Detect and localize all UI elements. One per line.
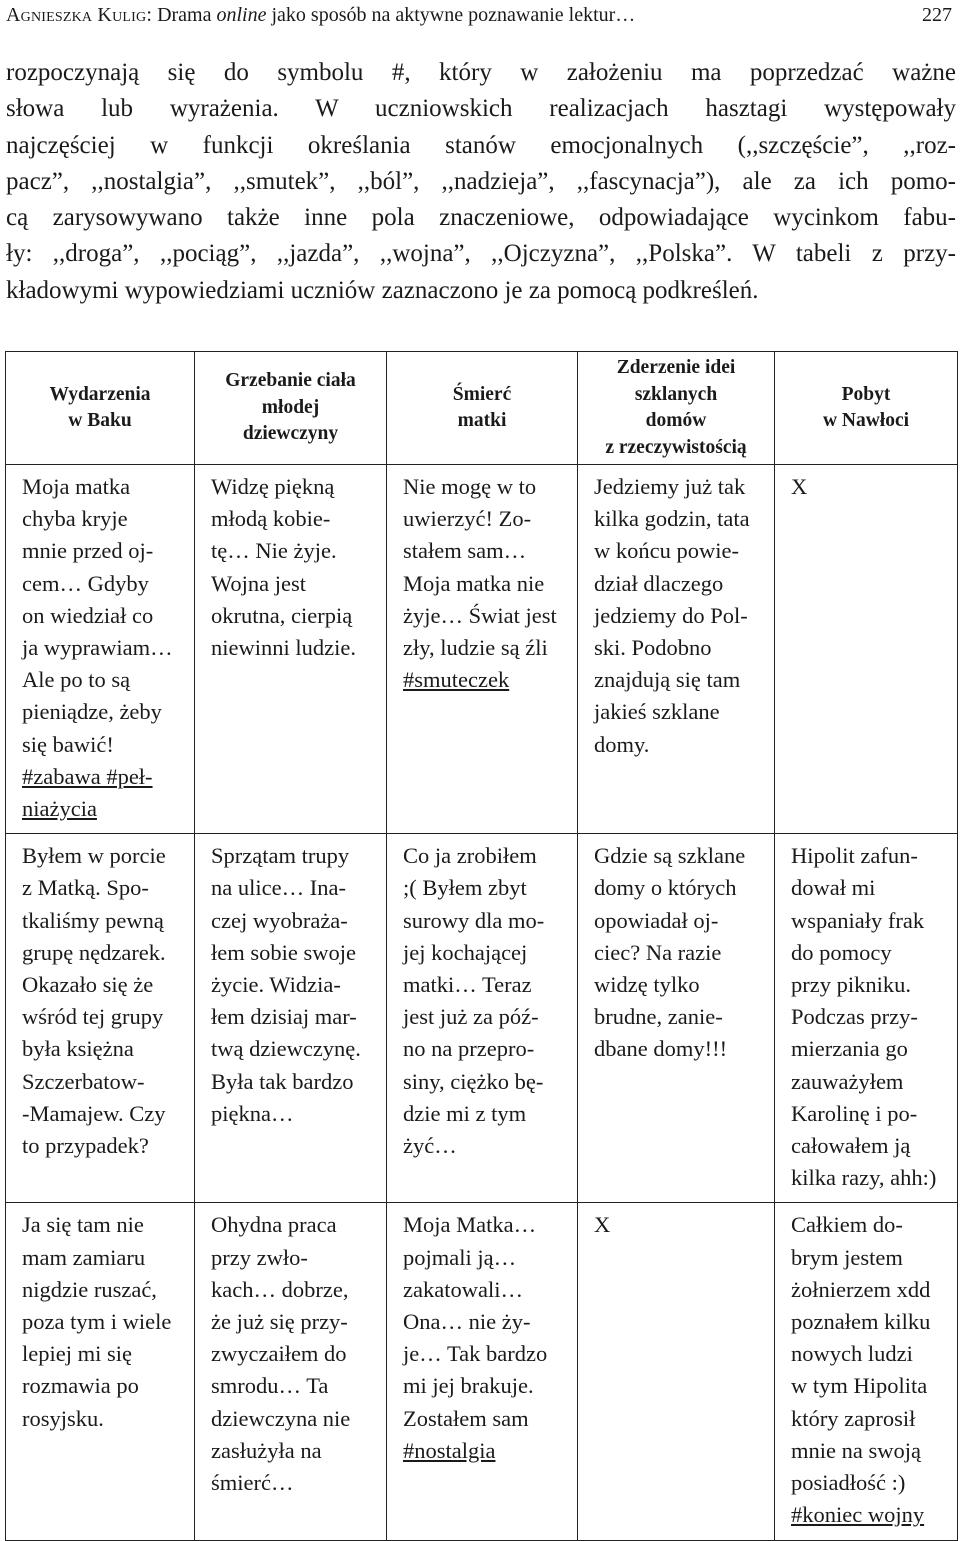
cell-line: opowiadał oj-: [594, 907, 719, 933]
cell-line: smrodu… Ta: [211, 1373, 329, 1399]
cell-line: X: [594, 1212, 611, 1238]
cell-line: kilka godzin, tata: [594, 506, 750, 532]
cell-line: życie. Widzia-: [211, 972, 341, 998]
cell-line: Hipolit zafun-: [791, 843, 918, 869]
paragraph-line: pacz”, ,,nostalgia”, ,,smutek”, ,,ból”, ,,nadzieja”, ,,fascynacja”), ale za ich pomo-: [6, 167, 956, 195]
cell-line: wśród tej grupy: [22, 1004, 164, 1030]
header-cell-wydarzenia-w-baku: [6, 352, 195, 465]
cell-line: Nie mogę w to: [403, 474, 537, 499]
cell-line: nowych ludzi: [791, 1341, 913, 1367]
cell-line: posiadłość :): [791, 1470, 906, 1496]
header-line: Pobyt: [841, 383, 891, 405]
cell-line: zły, ludzie są źli: [403, 635, 548, 661]
cell-line: poznałem kilku: [791, 1309, 931, 1335]
cell-line: jest już za póź-: [403, 1004, 539, 1030]
header-cell-smierc-matki: [387, 352, 578, 465]
cell-line: X: [791, 474, 808, 499]
cell-line: Moja matka: [22, 474, 131, 499]
paragraph-line: najczęściej w funkcji określania stanów emocjonalnych (,,szczęście”, ,,roz-: [6, 131, 956, 159]
cell-line: Gdzie są szklane: [594, 843, 746, 869]
header-line: Wydarzenia: [49, 383, 151, 405]
cell-line: tkaliśmy pewną: [22, 907, 164, 933]
cell-line: Ale po to są: [22, 667, 131, 693]
cell-line: jej kochającej: [403, 939, 528, 965]
cell-line: dział dlaczego: [594, 570, 724, 596]
cell-line: to przypadek?: [22, 1133, 149, 1159]
cell-line: surowy dla mo-: [403, 907, 545, 933]
table-cell: [775, 1203, 958, 1540]
cell-line: stałem sam…: [403, 538, 527, 564]
table-cell: [387, 1203, 578, 1540]
cell-line: Ja się tam nie: [22, 1212, 144, 1238]
cell-line: ciec? Na razie: [594, 939, 722, 965]
cell-line: śmierć…: [211, 1470, 294, 1496]
cell-line: #zabawa #peł-: [22, 763, 153, 789]
table-cell: [775, 465, 958, 834]
cell-line: łem dzisiaj mar-: [211, 1004, 357, 1030]
cell-line: Wojna jest: [211, 570, 307, 596]
cell-line: jakieś szklane: [594, 699, 720, 725]
cell-line: zauważyłem: [791, 1068, 904, 1094]
cell-line: rosyjsku.: [22, 1405, 104, 1431]
cell-line: kilka razy, ahh:): [791, 1165, 937, 1191]
cell-line: #smuteczek: [403, 667, 510, 693]
cell-line: ski. Podobno: [594, 635, 712, 661]
table-cell: [6, 834, 195, 1203]
cell-line: Była tak bardzo: [211, 1068, 354, 1094]
cell-line: niewinni ludzie.: [211, 635, 356, 661]
cell-line: łem sobie swoje: [211, 939, 356, 965]
cell-line: twą dziewczynę.: [211, 1036, 361, 1062]
cell-line: przy zwło-: [211, 1244, 308, 1270]
cell-line: nigdzie ruszać,: [22, 1276, 157, 1302]
cell-line: matki… Teraz: [403, 972, 532, 998]
cell-line: brym jestem: [791, 1244, 903, 1270]
header-cell-zderzenie-idei: [578, 352, 775, 465]
cell-line: Ona… nie ży-: [403, 1309, 531, 1335]
running-header: [6, 4, 952, 32]
table-row: [6, 1203, 958, 1540]
cell-line: żyć…: [403, 1133, 457, 1159]
header-line: w Baku: [68, 410, 132, 431]
cell-line: na ulice… Ina-: [211, 875, 346, 901]
cell-line: mierzania go: [791, 1036, 908, 1062]
cell-line: dziewczyna nie: [211, 1405, 351, 1431]
cell-line: tę… Nie żyje.: [211, 538, 337, 564]
cell-line: grupę nędzarek.: [22, 939, 166, 965]
paragraph-line: rozpoczynają się do symbolu #, który w założeniu ma poprzedzać ważne: [6, 59, 956, 86]
body-paragraph: [6, 55, 956, 309]
paragraph-line: cą zarysowywano także inne pola znaczeniowe, odpowiadające wycinkom fabu-: [6, 204, 956, 232]
cell-line: #nostalgia: [403, 1437, 496, 1463]
cell-line: pieniądze, żeby: [22, 699, 162, 725]
paragraph-line: kładowymi wypowiedziami uczniów zaznaczono je za pomocą podkreśleń.: [6, 276, 759, 304]
cell-line: Okazało się że: [22, 972, 154, 998]
cell-line: brudne, zanie-: [594, 1004, 723, 1030]
table-cell: [775, 834, 958, 1203]
cell-line: który zaprosił: [791, 1405, 916, 1431]
cell-line: mnie przed oj-: [22, 538, 154, 564]
header-line: młodej: [261, 396, 320, 418]
cell-line: się bawić!: [22, 731, 114, 757]
paragraph-line: ły: ,,droga”, ,,pociąg”, ,,jazda”, ,,wojna”, ,,Ojczyzna”, ,,Polska”. W tabeli z przy-: [6, 240, 956, 268]
cell-line: żołnierzem xdd: [791, 1276, 931, 1302]
header-title-part1: Drama: [152, 4, 217, 26]
header-title-part2: jako sposób na aktywne poznawanie lektur…: [266, 4, 636, 26]
cell-line: wspaniały frak: [791, 907, 925, 933]
table-cell: [195, 1203, 387, 1540]
table-cell: [195, 834, 387, 1203]
table-cell: [195, 465, 387, 834]
cell-line: rozmawia po: [22, 1373, 139, 1399]
header-line: matki: [457, 410, 507, 431]
cell-line: Zostałem sam: [403, 1405, 529, 1431]
cell-line: siny, ciężko bę-: [403, 1068, 544, 1094]
table-cell: [387, 465, 578, 834]
cell-line: Ohydna praca: [211, 1212, 337, 1238]
cell-line: pojmali ją…: [403, 1244, 517, 1270]
cell-line: -Mamajew. Czy: [22, 1100, 166, 1126]
cell-line: lepiej mi się: [22, 1341, 132, 1367]
cell-line: zwyczaiłem do: [211, 1341, 347, 1367]
cell-line: Całkiem do-: [791, 1212, 903, 1238]
table-body: [6, 465, 958, 1541]
cell-line: dzie mi z tym: [403, 1100, 527, 1126]
header-cell-pobyt-w-nawloci: [775, 352, 958, 465]
cell-line: że już się przy-: [211, 1309, 348, 1335]
cell-line: no na przepro-: [403, 1036, 535, 1062]
page-number: 227: [922, 4, 952, 26]
header-title-online: online: [216, 4, 267, 26]
cell-line: Byłem w porcie: [22, 843, 166, 869]
cell-line: w końcu powie-: [594, 538, 739, 564]
cell-line: kach… dobrze,: [211, 1276, 349, 1302]
table-cell: [578, 834, 775, 1203]
cell-line: ja wyprawiam…: [22, 635, 173, 661]
header-cell-grzebanie-ciala: [195, 352, 387, 465]
cell-line: jedziemy do Pol-: [594, 602, 748, 628]
header-line: Zderzenie idei: [616, 357, 736, 378]
student-responses-table: [5, 351, 958, 1541]
header-line: z rzeczywistością: [605, 436, 747, 458]
cell-line: uwierzyć! Zo-: [403, 506, 532, 532]
cell-line: domy.: [594, 731, 650, 757]
cell-line: domy o których: [594, 875, 737, 901]
cell-line: Moja matka nie: [403, 570, 545, 596]
cell-line: je… Tak bardzo: [403, 1341, 548, 1367]
cell-line: Co ja zrobiłem: [403, 843, 537, 869]
cell-line: Szczerbatow-: [22, 1068, 145, 1094]
cell-line: okrutna, cierpią: [211, 602, 353, 628]
header-line: Grzebanie ciała: [225, 370, 356, 392]
table-row: [6, 465, 958, 834]
cell-line: do pomocy: [791, 939, 892, 965]
table-cell: [578, 1203, 775, 1540]
paragraph-line: słowa lub wyrażenia. W uczniowskich realizacjach hasztagi występowały: [6, 95, 956, 123]
table-header-row: [6, 352, 958, 465]
cell-line: ;( Byłem zbyt: [403, 875, 527, 901]
cell-line: przy pikniku.: [791, 972, 911, 998]
cell-line: w tym Hipolita: [791, 1373, 928, 1399]
cell-line: Moja Matka…: [403, 1212, 537, 1238]
cell-line: on wiedział co: [22, 602, 154, 628]
cell-line: dował mi: [791, 875, 876, 901]
cell-line: widzę tylko: [594, 972, 700, 998]
cell-line: niażycia: [22, 796, 97, 822]
cell-line: #koniec wojny: [791, 1502, 925, 1528]
table-cell: [578, 465, 775, 834]
cell-line: Widzę piękną: [211, 474, 335, 499]
cell-line: Karolinę i po-: [791, 1100, 918, 1126]
table-cell: [6, 465, 195, 834]
table-cell: [6, 1203, 195, 1540]
cell-line: mnie na swoją: [791, 1437, 921, 1463]
cell-line: cem… Gdyby: [22, 570, 149, 596]
cell-line: mi jej brakuje.: [403, 1373, 534, 1399]
cell-line: poza tym i wiele: [22, 1309, 172, 1335]
cell-line: Podczas przy-: [791, 1004, 918, 1030]
cell-line: Jedziemy już tak: [594, 474, 746, 499]
cell-line: dbane domy!!!: [594, 1036, 728, 1062]
cell-line: chyba kryje: [22, 506, 128, 532]
table-cell: [387, 834, 578, 1203]
cell-line: piękna…: [211, 1100, 294, 1126]
cell-line: zasłużyła na: [211, 1437, 322, 1463]
cell-line: czej wyobraża-: [211, 907, 348, 933]
header-line: domów: [645, 410, 707, 431]
header-author: Agnieszka Kulig:: [6, 4, 153, 26]
cell-line: z Matką. Spo-: [22, 875, 149, 901]
header-line: dziewczyny: [242, 423, 339, 445]
header-line: w Nawłoci: [822, 410, 910, 431]
cell-line: Sprzątam trupy: [211, 843, 350, 869]
cell-line: była księżna: [22, 1036, 134, 1062]
header-line: Śmierć: [452, 383, 512, 405]
cell-line: zakatowali…: [403, 1276, 523, 1302]
cell-line: całowałem ją: [791, 1133, 911, 1159]
cell-line: znajdują się tam: [594, 667, 741, 693]
cell-line: mam zamiaru: [22, 1244, 146, 1270]
table-row: [6, 834, 958, 1203]
cell-line: żyje… Świat jest: [403, 602, 557, 628]
header-line: szklanych: [634, 383, 718, 405]
cell-line: młodą kobie-: [211, 506, 331, 532]
